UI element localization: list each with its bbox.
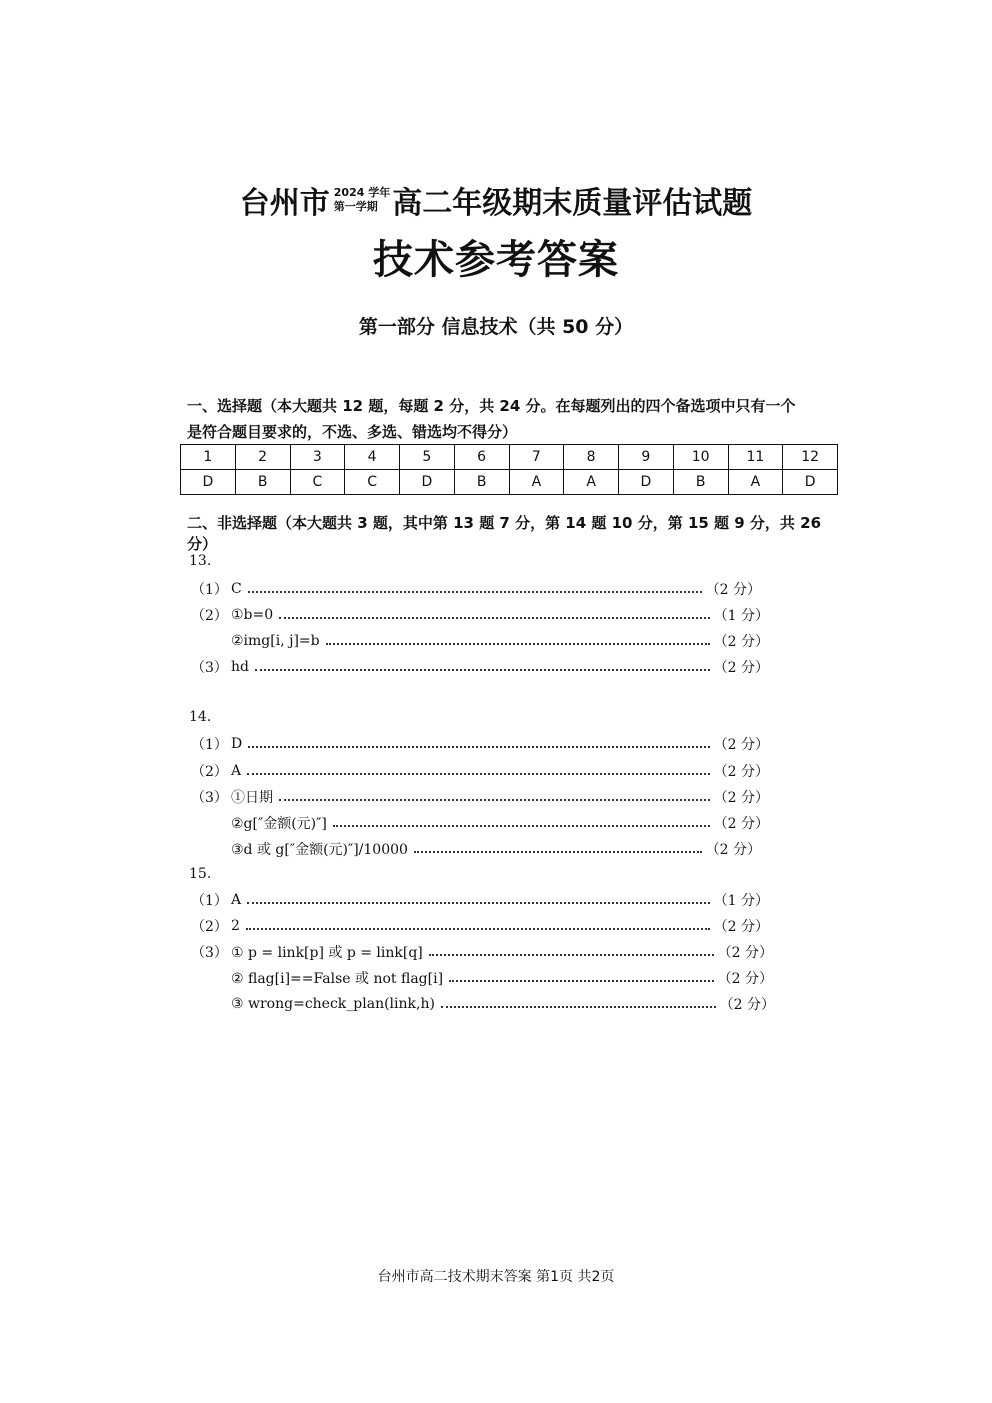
question-number: 1: [181, 445, 236, 470]
q13-line-1: [191, 578, 761, 600]
dot-leader: [247, 902, 710, 904]
answer-text: ③d 或 g[″金额(元)″]/10000: [231, 842, 408, 858]
sub-number: （1）: [191, 582, 228, 598]
question-number: 4: [345, 445, 400, 470]
section1-heading: [187, 393, 837, 445]
score: （2 分）: [705, 582, 761, 598]
answer-text: A: [231, 892, 242, 908]
question-number: 12: [783, 445, 838, 470]
sub-number: （2）: [191, 919, 228, 935]
answer-cell: D: [400, 470, 455, 495]
score: （2 分）: [713, 737, 769, 753]
score: （2 分）: [717, 971, 773, 987]
q14-line-3: [191, 786, 769, 808]
section1-heading-line2: 是符合题目要求的，不选、多选、错选均不得分）: [187, 423, 518, 441]
score: （2 分）: [713, 634, 769, 650]
dot-leader: [333, 825, 710, 827]
q15-line-3: [191, 941, 773, 963]
question-number: 2: [235, 445, 290, 470]
question-number: 8: [564, 445, 619, 470]
section2-heading-text: 二、非选择题（本大题共 3 题，其中第 13 题 7 分，第 14 题 10 分，第 15 题 9 分，共 26 分）: [187, 514, 822, 553]
title-term: [334, 186, 390, 214]
section2-heading: [187, 512, 837, 554]
score: （2 分）: [713, 790, 769, 806]
dot-leader: [255, 669, 710, 671]
page-footer: 台州市高二技术期末答案 第1页 共2页: [377, 1269, 615, 1285]
q14-label: 14.: [189, 709, 212, 725]
question-number: 9: [619, 445, 674, 470]
q15-label: 15.: [189, 866, 212, 882]
part-title: 第一部分 信息技术（共 50 分）: [358, 316, 634, 338]
answer-text: ① p = link[p] 或 p = link[q]: [231, 945, 423, 961]
answer-text: D: [231, 736, 243, 752]
score: （2 分）: [717, 945, 773, 961]
dot-leader: [247, 773, 710, 775]
sub-number: （3）: [191, 790, 228, 806]
dot-leader: [248, 746, 709, 748]
q14-line-2: [191, 760, 769, 782]
sub-number: （1）: [191, 737, 228, 753]
answer-text: ①日期: [231, 790, 273, 806]
answer-text: 2: [231, 918, 240, 934]
term-semester: 第一学期: [333, 200, 378, 213]
question-number: 3: [290, 445, 345, 470]
sub-number: （1）: [191, 893, 228, 909]
q13-line-2: [191, 604, 769, 626]
answer-text: ②g[″金额(元)″]: [231, 816, 327, 832]
answer-cell: D: [619, 470, 674, 495]
score: （2 分）: [719, 997, 775, 1013]
q15-line-5: [191, 993, 775, 1015]
answer-table-numbers-row: [181, 445, 838, 470]
q14-line-5: [191, 838, 761, 860]
q14-line-1: [191, 733, 769, 755]
score: （2 分）: [713, 919, 769, 935]
q15-line-1: [191, 889, 769, 911]
dot-leader: [414, 851, 702, 853]
answer-text: ② flag[i]==False 或 not flag[i]: [231, 971, 444, 987]
answer-cell: A: [509, 470, 564, 495]
answer-cell: C: [345, 470, 400, 495]
dot-leader: [449, 980, 714, 982]
title-main: 高二年级期末质量评估试题: [392, 186, 753, 221]
title-city: 台州市: [239, 186, 330, 221]
dot-leader: [429, 954, 714, 956]
answer-cell: B: [235, 470, 290, 495]
exam-title: [0, 178, 992, 222]
score: （1 分）: [713, 893, 769, 909]
dot-leader: [326, 643, 710, 645]
answer-text: ③ wrong=check_plan(link,h): [231, 996, 435, 1012]
score: （2 分）: [705, 842, 761, 858]
answer-table: [180, 444, 838, 495]
answer-cell: A: [564, 470, 619, 495]
score: （1 分）: [713, 608, 769, 624]
question-number: 7: [509, 445, 564, 470]
answer-cell: B: [673, 470, 728, 495]
dot-leader: [279, 617, 709, 619]
question-number: 11: [728, 445, 783, 470]
sub-number: （3）: [191, 660, 228, 676]
answer-table-answers-row: [181, 470, 838, 495]
dot-leader: [248, 591, 702, 593]
q15-line-2: [191, 915, 769, 937]
q13-line-3: [191, 630, 769, 652]
dot-leader: [441, 1006, 716, 1008]
q14-line-4: [191, 812, 769, 834]
question-number: 6: [454, 445, 509, 470]
score: （2 分）: [713, 660, 769, 676]
score: （2 分）: [713, 764, 769, 780]
sub-number: （2）: [191, 608, 228, 624]
answer-text: ②img[i, j]=b: [231, 633, 320, 649]
answer-text: A: [231, 763, 242, 779]
answer-cell: C: [290, 470, 345, 495]
dot-leader: [246, 928, 710, 930]
answer-cell: B: [454, 470, 509, 495]
sub-number: （3）: [191, 945, 228, 961]
question-number: 5: [400, 445, 455, 470]
answer-cell: A: [728, 470, 783, 495]
q15-line-4: [191, 967, 773, 989]
answer-text: hd: [231, 659, 249, 675]
answer-text: C: [231, 581, 242, 597]
answer-text: ①b=0: [231, 607, 274, 623]
dot-leader: [279, 799, 710, 801]
answer-cell: D: [783, 470, 838, 495]
sub-number: （2）: [191, 764, 228, 780]
section1-heading-line1: 一、选择题（本大题共 12 题，每题 2 分，共 24 分。在每题列出的四个备选项中只有一个: [187, 397, 796, 415]
answer-cell: D: [181, 470, 236, 495]
score: （2 分）: [713, 816, 769, 832]
term-year: 2024 学年: [333, 186, 391, 199]
subtitle: 技术参考答案: [373, 237, 619, 283]
question-number: 10: [673, 445, 728, 470]
q13-label: 13.: [189, 553, 212, 569]
q13-line-4: [191, 656, 769, 678]
